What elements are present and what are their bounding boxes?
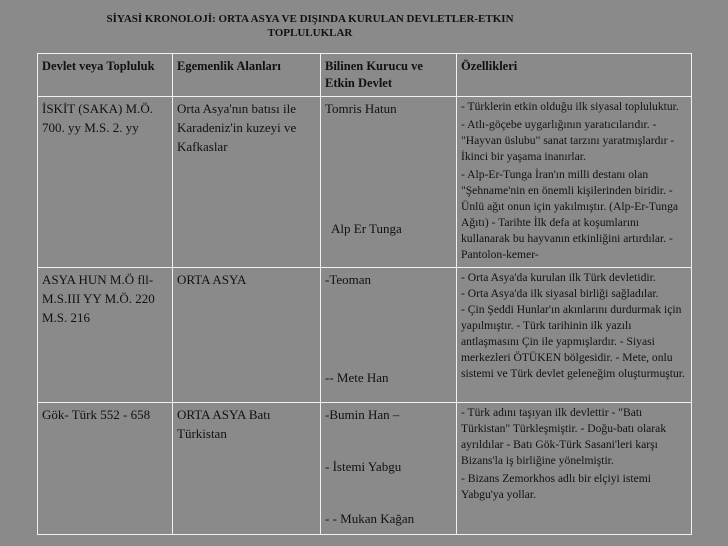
area-text: Orta Asya'nın batısı ile Karadeniz'in kuzeyi ve Kafkaslar <box>177 101 297 154</box>
founder-name: -Teoman <box>325 272 372 287</box>
feature-text: - Türk adını taşıyan ilk devlettir - "Batı Türkistan" Türkleşmiştir. - Doğu-batı olarak ayrıldılar - Batı Gök-Türk Sasani'leri karşı Bizans'la iş birliğine yönelmiştir. <box>461 406 667 467</box>
table-header-row <box>38 54 692 97</box>
feature-text: - Alp-Er-Tunga İran'ın milli destanı olan "Şehname'nin en önemli kişilerinden biridir. - Ünlü ağıt onun için yakılmıştır. (Alp-Er-Tunga Ağıtı) - Tarihte İlk defa at koşumlarını kullanarak bu hayvanın etkinliğini artırdılar. - Pantolon-kemer- <box>461 168 679 261</box>
founder-name: - - Mukan Kağan <box>325 511 415 526</box>
page-title-line-2: TOPLULUKLAR <box>267 27 353 39</box>
table-row <box>38 403 692 535</box>
founder-name: -Bumin Han – <box>325 407 400 422</box>
founder-name: Alp Er Tunga <box>331 221 402 236</box>
cell-state <box>38 268 173 403</box>
state-text: ASYA HUN M.Ö fll-M.S.III YY M.Ö. 220 M.S. 216 <box>42 272 155 325</box>
founder-name: Tomris Hatun <box>325 101 397 116</box>
state-text: İSKİT (SAKA) M.Ö. 700. yy M.S. 2. yy <box>42 101 153 135</box>
header-state: Devlet veya Topluluk <box>38 54 173 97</box>
feature-text: - Orta Asya'da kurulan ilk Türk devletidir. <box>461 271 656 284</box>
feature-text: - Bizans Zemorkhos adlı bir elçiyi istemi Yabgu'ya yollar. <box>461 472 651 501</box>
table-row <box>38 97 692 268</box>
area-text: ORTA ASYA <box>177 272 247 287</box>
feature-text: - Atlı-göçebe uygarlığının yaratıcılarıdır. - "Hayvan üslubu" sanat tarzını yaratmışlardır - İkinci bir yaşama inanırlar. <box>461 118 675 163</box>
founder-name: -- Mete Han <box>325 370 389 385</box>
cell-features <box>457 97 692 268</box>
feature-text: - Çin Şeddi Hunlar'ın akınlarını durdurmak için yapılmıştır. - Türk tarihinin ilk yazılı antlaşmasını Çin ile yapmışlardır. - Siyasi merkezleri ÖTÜKEN bölgesidir. - Mete, onlu sistemi ve Türk devlet geleneğim oluşturmuştur. <box>461 303 685 380</box>
table-row <box>38 268 692 403</box>
cell-area <box>173 403 321 535</box>
feature-text: - Türklerin etkin olduğu ilk siyasal topluluktur. <box>461 100 679 113</box>
cell-founders <box>321 97 457 268</box>
header-area: Egemenlik Alanları <box>173 54 321 97</box>
cell-state <box>38 403 173 535</box>
state-text: Gök- Türk 552 - 658 <box>42 407 151 422</box>
cell-state <box>38 97 173 268</box>
header-founders: Bilinen Kurucu ve Etkin Devlet <box>321 54 457 97</box>
cell-area <box>173 97 321 268</box>
cell-features <box>457 403 692 535</box>
cell-founders <box>321 403 457 535</box>
area-text: ORTA ASYA Batı Türkistan <box>177 407 271 441</box>
cell-area <box>173 268 321 403</box>
feature-text: - Orta Asya'da ilk siyasal birliği sağladılar. <box>461 287 659 300</box>
header-features: Özellikleri <box>457 54 692 97</box>
chronology-table <box>37 53 692 535</box>
cell-features <box>457 268 692 403</box>
cell-founders <box>321 268 457 403</box>
founder-name: - İstemi Yabgu <box>325 459 402 474</box>
page-title <box>100 12 520 40</box>
page-title-line-1: SİYASİ KRONOLOJİ: ORTA ASYA VE DIŞINDA KURULAN DEVLETLER-ETKIN <box>106 13 514 25</box>
